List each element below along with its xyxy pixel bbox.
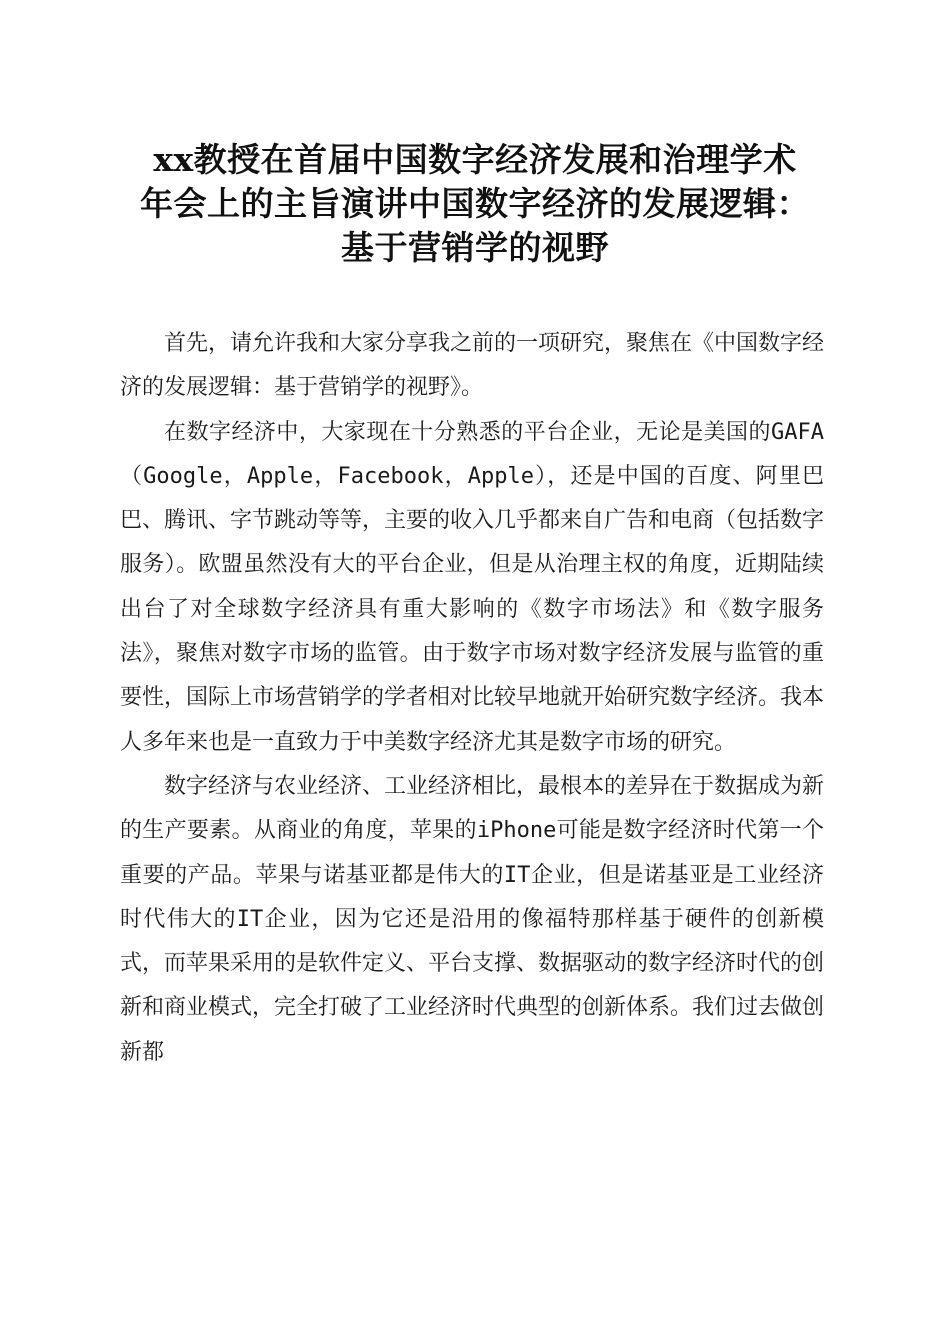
title-line-1: xx教授在首届中国数字经济发展和治理学术 <box>153 140 797 179</box>
document-body <box>120 322 824 1075</box>
title-line-3: 基于营销学的视野 <box>341 228 609 267</box>
paragraph-1: 首先，请允许我和大家分享我之前的一项研究，聚焦在《中国数字经济的发展逻辑：基于营销学的视野》。 <box>120 331 825 401</box>
paragraph-2: 在数字经济中，大家现在十分熟悉的平台企业，无论是美国的GAFA（Google，Apple，Facebook，Apple），还是中国的百度、阿里巴巴、腾讯、字节跳动等等，主要的收入几乎都来自广告和电商（包括数字服务）。欧盟虽然没有大的平台企业，但是从治理主权的角度，近期陆续出台了对全球数字经济具有重大影响的《数字市场法》和《数字服务法》，聚焦对数字市场的监管。由于数字市场对数字经济发展与监管的重要性，国际上市场营销学的学者相对比较早地就开始研究数字经济。我本人多年来也是一直致力于中美数字经济尤其是数字市场的研究。 <box>120 419 825 755</box>
title-line-2: 年会上的主旨演讲中国数字经济的发展逻辑： <box>140 184 810 223</box>
paragraph-3: 数字经济与农业经济、工业经济相比，最根本的差异在于数据成为新的生产要素。从商业的角度，苹果的iPhone可能是数字经济时代第一个重要的产品。苹果与诺基亚都是伟大的IT企业，但是诺基亚是工业经济时代伟大的IT企业，因为它还是沿用的像福特那样基于硬件的创新模式，而苹果采用的是软件定义、平台支撑、数据驱动的数字经济时代的创新和商业模式，完全打破了工业经济时代典型的创新体系。我们过去做创新都 <box>120 773 825 1065</box>
document-title <box>110 138 840 270</box>
